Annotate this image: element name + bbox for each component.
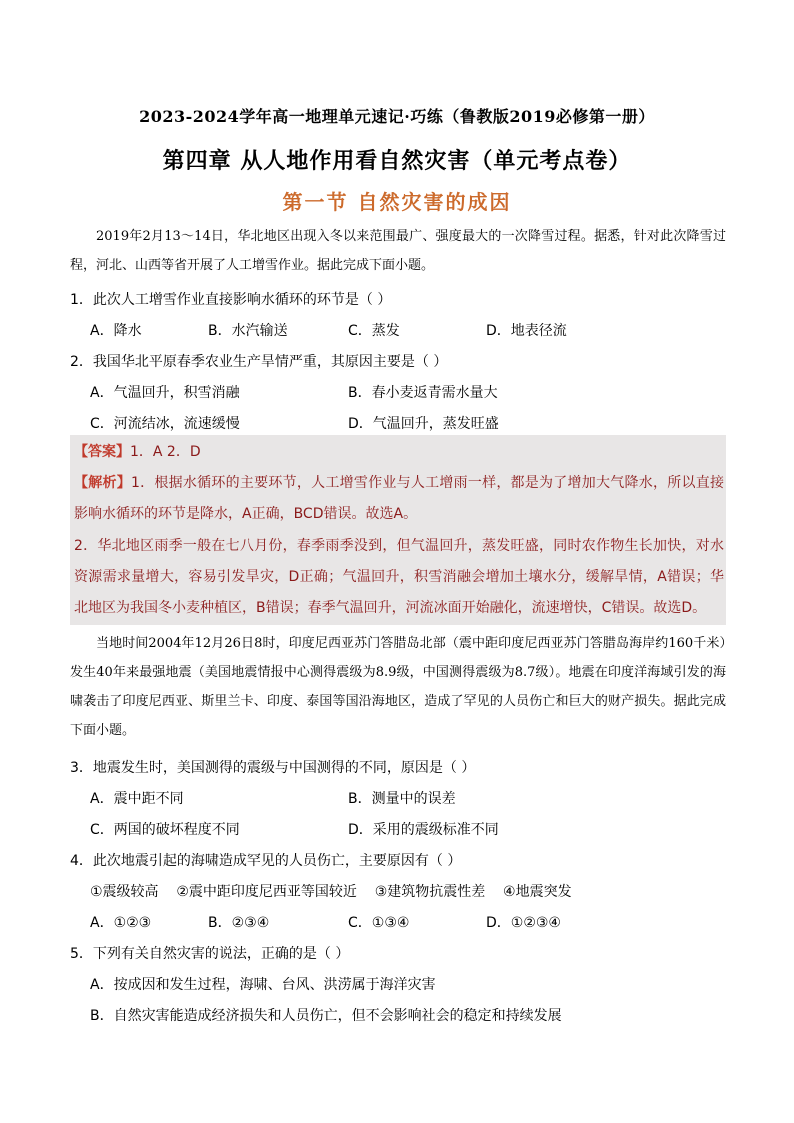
answer-text: 1．A 2．D — [130, 444, 201, 460]
question-2-option-d: D．气温回升，蒸发旺盛 — [348, 416, 499, 432]
question-3-option-a: A．震中距不同 — [90, 791, 184, 807]
question-2-stem: 2．我国华北平原春季农业生产旱情严重，其原因主要是（ ） — [70, 354, 448, 370]
question-3-option-d: D．采用的震级标准不同 — [348, 822, 499, 838]
question-5-option-a: A．按成因和发生过程，海啸、台风、洪涝属于海洋灾害 — [90, 977, 436, 993]
material-paragraph-1: 2019年2月13～14日，华北地区出现入冬以来范围最广、强度最大的一次降雪过程。据悉，针对此次降雪过程，河北、山西等省开展了人工增雪作业。据此完成下面小题。 — [70, 229, 726, 273]
question-5-stem: 5．下列有关自然灾害的说法，正确的是（ ） — [70, 946, 350, 962]
material-paragraph-2: 当地时间2004年12月26日8时，印度尼西亚苏门答腊岛北部（震中距印度尼西亚苏门答腊岛海岸约160千米）发生40年来最强地震（美国地震情报中心测得震级为8.9级，中国测得震级为8.7级）。地震在印度洋海域引发的海啸袭击了印度尼西亚、斯里兰卡、印度、泰国等国沿海地区，造成了罕见的人员伤亡和巨大的财产损失。据此完成下面小题。 — [70, 636, 726, 738]
question-3-stem: 3．地震发生时，美国测得的震级与中国测得的不同，原因是（ ） — [70, 760, 476, 776]
question-4-stem: 4．此次地震引起的海啸造成罕见的人员伤亡，主要原因有（ ） — [70, 853, 462, 869]
question-4-option-d: D．①②③④ — [486, 915, 561, 931]
chapter-title: 第四章 从人地作用看自然灾害（单元考点卷） — [162, 149, 632, 174]
question-3-option-b: B．测量中的误差 — [348, 791, 456, 807]
question-1-stem: 1．此次人工增雪作业直接影响水循环的环节是（ ） — [70, 292, 392, 308]
analysis-1 — [74, 468, 724, 530]
document-title: 2023-2024学年高一地理单元速记·巧练（鲁教版2019必修第一册） — [139, 107, 655, 126]
question-3-option-c: C．两国的破坏程度不同 — [90, 822, 240, 838]
question-2-option-c: C．河流结冰，流速缓慢 — [90, 416, 240, 432]
question-1-option-c: C．蒸发 — [348, 323, 400, 339]
question-1-option-a: A．降水 — [90, 323, 142, 339]
question-4-statements: ①震级较高 ②震中距印度尼西亚等国较近 ③建筑物抗震性差 ④地震突发 — [90, 884, 572, 900]
question-1-option-d: D．地表径流 — [486, 323, 567, 339]
question-1-option-b: B．水汽输送 — [208, 323, 288, 339]
analysis-2: 2．华北地区雨季一般在七八月份，春季雨季没到，但气温回升，蒸发旺盛，同时农作物生长加快，对水资源需求量增大，容易引发旱灾，D正确；气温回升，积雪消融会增加土壤水分，缓解旱情，A错误；华北地区为我国冬小麦种植区，B错误；春季气温回升，河流冰面开始融化，流速增快，C错误。故选D。 — [74, 538, 724, 616]
analysis-tag: 【解析】 — [74, 475, 131, 491]
question-4-option-a: A．①②③ — [90, 915, 152, 931]
question-2-option-a: A．气温回升，积雪消融 — [90, 385, 240, 401]
answer-line — [74, 437, 724, 468]
analysis-1-text: 1．根据水循环的主要环节，人工增雪作业与人工增雨一样，都是为了增加大气降水，所以直接影响水循环的环节是降水，A正确，BCD错误。故选A。 — [74, 475, 725, 522]
answer-tag: 【答案】 — [74, 444, 130, 460]
question-4-option-c: C．①③④ — [348, 915, 410, 931]
question-5-option-b: B．自然灾害能造成经济损失和人员伤亡，但不会影响社会的稳定和持续发展 — [90, 1008, 562, 1024]
question-4-option-b: B．②③④ — [208, 915, 270, 931]
section-title: 第一节 自然灾害的成因 — [282, 190, 512, 214]
question-2-option-b: B．春小麦返青需水量大 — [348, 385, 498, 401]
